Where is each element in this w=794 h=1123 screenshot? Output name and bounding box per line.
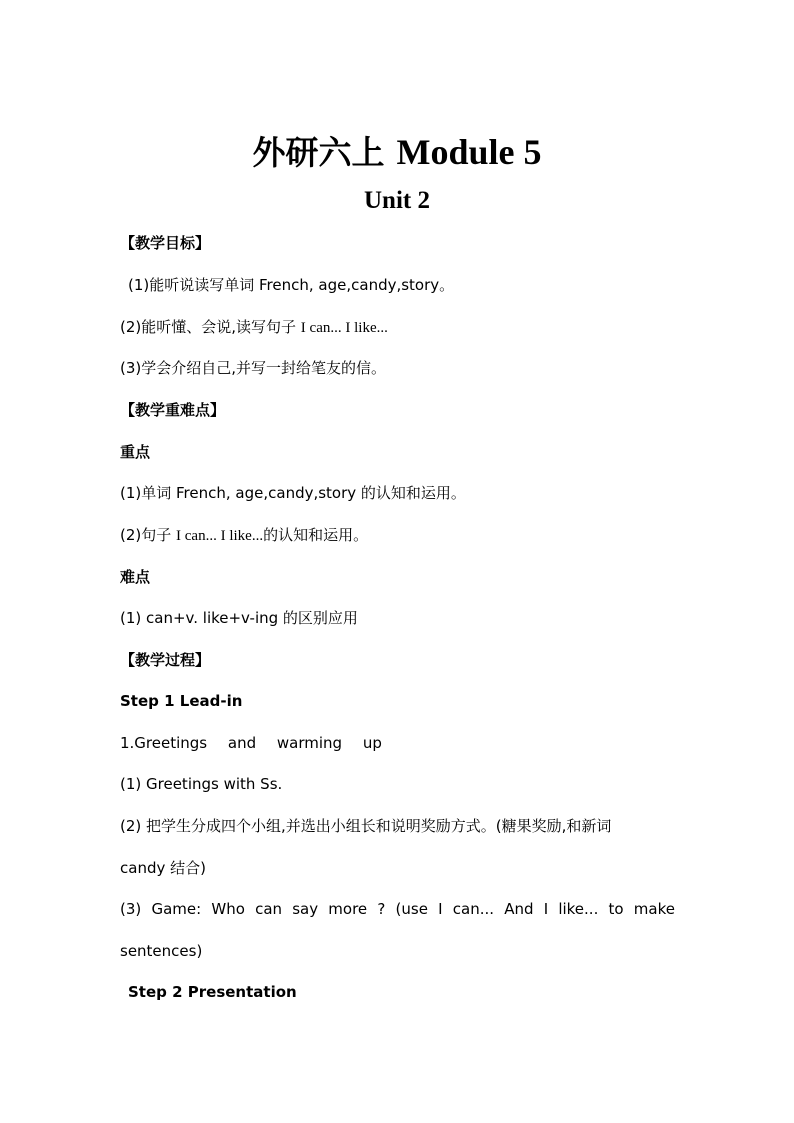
- greetings-item-2: (2) 把学生分成四个小组,并选出小组长和说明奖励方式。(糖果奖励,和新词: [120, 817, 612, 835]
- greetings-heading: 1.Greetings and warming up: [120, 734, 382, 752]
- key-point-1: (1)单词 French, age,candy,story 的认知和运用。: [120, 484, 466, 502]
- label-difficult-point: 难点: [120, 568, 151, 586]
- section-heading-objectives: 【教学目标】: [120, 234, 211, 252]
- objective-3: (3)学会介绍自己,并写一封给笔友的信。: [120, 359, 387, 377]
- game-item-continued: sentences): [120, 942, 203, 960]
- title-english: Module 5: [396, 132, 542, 172]
- objective-2-sentence: I can... I like...: [300, 320, 388, 336]
- greetings-item-1: (1) Greetings with Ss.: [120, 775, 283, 793]
- label-key-point: 重点: [120, 443, 151, 461]
- step-1-heading: Step 1 Lead-in: [120, 692, 243, 710]
- objective-1: (1)能听说读写单词 French, age,candy,story。: [128, 276, 455, 294]
- step-2-heading: Step 2 Presentation: [128, 983, 297, 1001]
- section-heading-key-points: 【教学重难点】: [120, 401, 226, 419]
- title-chinese: 外研六上: [252, 133, 385, 172]
- objective-2-text: (2)能听懂、会说,读写句子: [120, 318, 301, 336]
- page-title: [0, 128, 794, 177]
- objective-2: [120, 316, 675, 339]
- key-point-2-sentence: I can... I like...: [176, 528, 264, 544]
- section-heading-procedure: 【教学过程】: [120, 651, 211, 669]
- key-point-2: [120, 524, 675, 547]
- key-point-2-suffix: 的认知和运用。: [263, 526, 369, 544]
- greetings-item-2-continued: candy 结合): [120, 859, 206, 877]
- game-item: (3) Game: Who can say more ? (use I can... And I like... to make: [120, 900, 675, 918]
- key-point-2-prefix: (2)句子: [120, 526, 177, 544]
- difficult-point-1: (1) can+v. like+v-ing 的区别应用: [120, 609, 358, 627]
- page-subtitle: Unit 2: [364, 187, 430, 214]
